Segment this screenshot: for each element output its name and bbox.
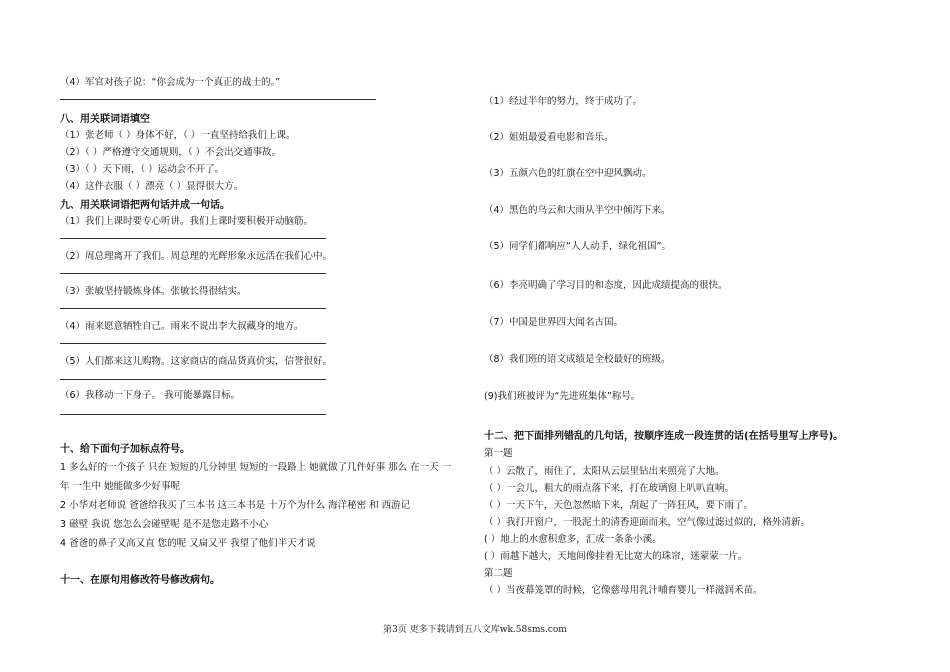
section-11-title: 十一、在原句用修改符号修改病句。	[60, 575, 220, 586]
sick-sentence-item: （5）同学们都响应“人人动手，绿化祖国”。	[484, 241, 671, 252]
section-8-item: （3）（ ）天下雨，（ ）运动会不开了。	[60, 164, 225, 175]
section-8-item: （1）张老师（ ）身体不好，（ ）一直坚持给我们上课。	[60, 130, 296, 141]
section-9-item: （5）人们都来这儿购物。这家商店的商品货真价实，信誉很好。	[60, 356, 333, 367]
sick-sentence-item: （1）经过半年的努力，终于成功了。	[484, 96, 643, 107]
sick-sentence-item: （2）姐姐最爱看电影和音乐。	[484, 132, 614, 143]
page-footer: 第3页 更多下载请到五八文库wk.58sms.com	[383, 625, 567, 635]
sick-sentence-item: （6）李亮明确了学习目的和态度，因此成绩提高的很快。	[484, 280, 728, 291]
answer-line	[60, 99, 376, 100]
section-9-item: （3）张敏坚持锻炼身体。张敏长得很结实。	[60, 286, 247, 297]
section-8-item: （4）这件衣服（ ）漂亮（ ）显得很大方。	[60, 181, 244, 192]
section-10-item: 2 小华对老师说 爸爸给我买了三本书 这三本书是 十万个为什么 海洋秘密 和 西游记	[60, 500, 411, 511]
answer-line	[60, 343, 326, 344]
sick-sentence-item: （3）五颜六色的红旗在空中迎风飘动。	[484, 168, 652, 179]
sick-sentence-item: （4）黑色的乌云和大雨从半空中倾泻下来。	[484, 205, 671, 216]
sick-sentence-item: (9)我们班被评为“先进班集体”称号。	[484, 391, 641, 402]
answer-line	[60, 379, 326, 380]
question-4-line: （4）军官对孩子说：“你会成为一个真正的战士的。”	[60, 77, 281, 88]
sick-sentence-item: （8）我们班的语文成绩是全校最好的班级。	[484, 354, 671, 365]
section-8-title: 八、用关联词语填空	[60, 114, 150, 125]
group-2-title: 第二题	[484, 568, 513, 579]
answer-line	[60, 308, 326, 309]
section-10-item: 1 多么好的一个孩子 只在 短短的几分钟里 短短的一段路上 她就做了几件好事 那么 在一天 一	[60, 462, 452, 473]
section-9-item: （6）我移动一下身子。 我可能暴露目标。	[60, 390, 241, 401]
section-9-item: （1）我们上课时要专心听讲。我们上课时要积极开动脑筋。	[60, 216, 314, 227]
sick-sentence-item: （7）中国是世界四大闻名古国。	[484, 317, 624, 328]
section-12-title: 十二、把下面排列错乱的几句话，按顺序连成一段连贯的话(在括号里写上序号)。	[484, 431, 844, 442]
order-item: ( ）雨越下越大，天地间像挂着无比宽大的珠帘，迷蒙蒙一片。	[484, 551, 748, 562]
order-item: （ ）云散了，雨住了，太阳从云层里钻出来照亮了大地。	[484, 466, 725, 477]
order-item: （ ）当夜幕笼罩的时候，它像慈母用乳汁哺育婴儿一样滋润禾苗。	[484, 585, 763, 596]
order-item: （ ）一天下午，天色忽然暗下来，刮起了一阵狂风，要下雨了。	[484, 500, 754, 511]
section-10-item: 年 一生中 她能做多少好事呢	[60, 481, 181, 492]
section-8-item: （2）（ ）严格遵守交通规则，（ ）不会出交通事故。	[60, 147, 282, 158]
section-10-item: 3 磁壁 我说 您怎么会碰壁呢 是不是您走路不小心	[60, 519, 269, 530]
answer-line	[60, 238, 326, 239]
order-item: （ ）我打开窗户，一股泥土的清香迎面而来，空气像过滤过似的，格外清新。	[484, 517, 811, 528]
answer-line	[60, 273, 326, 274]
order-item: ( ）地上的水愈积愈多，汇成一条条小溪。	[484, 534, 662, 545]
answer-line	[60, 414, 326, 415]
order-item: （ ）一会儿，粗大的雨点落下来，打在玻璃窗上叭叭直响。	[484, 483, 735, 494]
section-9-item: （2）周总理离开了我们。周总理的光辉形象永远活在我们心中。	[60, 251, 333, 262]
section-9-item: （4）雨来愿意牺牲自己。雨来不说出李大叔藏身的地方。	[60, 321, 304, 332]
section-10-title: 十、给下面句子加标点符号。	[60, 444, 190, 455]
section-10-item: 4 爸爸的鼻子又高又直 您的呢 又扁又平 我望了他们半天才说	[60, 538, 316, 549]
group-1-title: 第一题	[484, 448, 513, 459]
section-9-title: 九、用关联词语把两句话并成一句话。	[60, 200, 230, 211]
